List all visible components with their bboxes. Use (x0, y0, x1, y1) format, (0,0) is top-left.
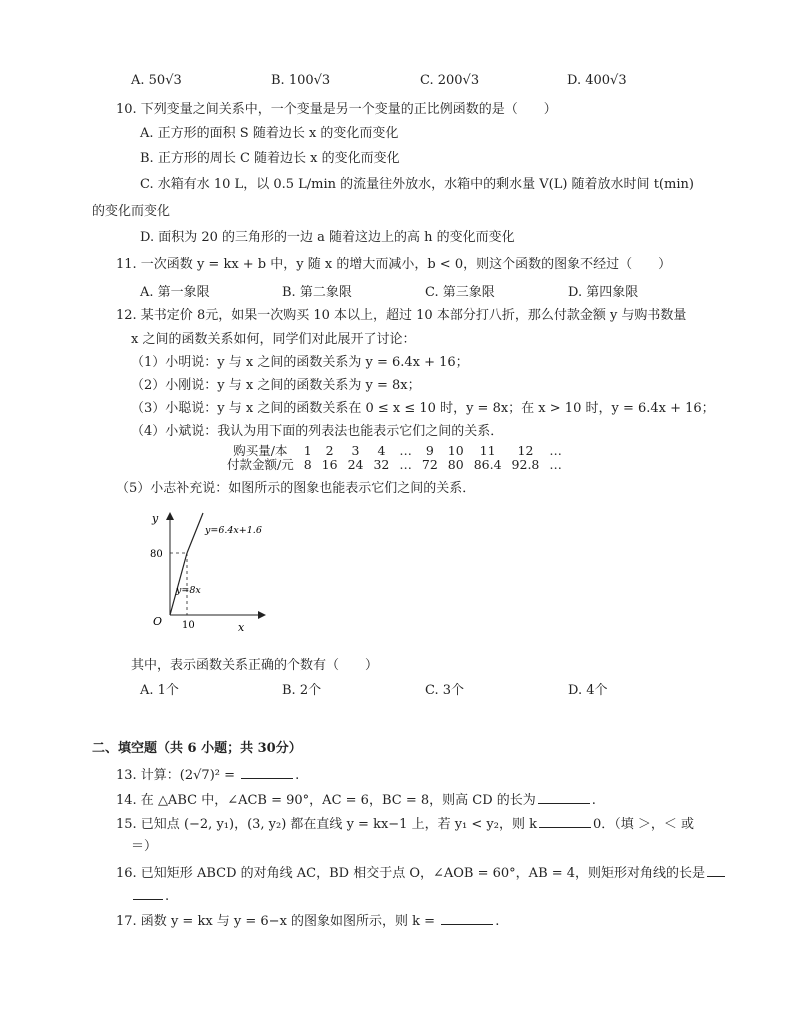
q13-end: . (295, 768, 300, 783)
q12-statement-1: （1）小明说：y 与 x 之间的函数关系为 y = 6.4x + 16； (131, 355, 469, 370)
origin-label: O (153, 615, 163, 628)
q13-text: 13. 计算：(2√7)² = (116, 768, 240, 783)
table-cell: … (399, 457, 412, 472)
q10-stem: 10. 下列变量之间关系中，一个变量是另一个变量的正比例函数的是（ ） (116, 102, 557, 117)
table-cell: 92.8 (511, 457, 540, 472)
table-cell: 8 (303, 457, 312, 472)
table-cell: … (549, 443, 562, 458)
q12-option-d: D. 4个 (568, 683, 608, 698)
lower-line-label: y=8x (176, 585, 201, 596)
q16-answer-blank-cont[interactable] (133, 887, 163, 900)
table-cell: 86.4 (473, 457, 502, 472)
table-cell: 24 (347, 457, 364, 472)
y-tick-80: 80 (150, 549, 163, 560)
q12-stem-line1: 12. 某书定价 8元，如果一次购买 10 本以上，超过 10 本部分打八折，那么付款金额 y 与购书数量 (116, 308, 687, 323)
q14-end: . (591, 793, 596, 808)
upper-line-label: y=6.4x+1.6 (205, 525, 262, 536)
q17-end: . (495, 914, 500, 929)
table-cell: 72 (421, 457, 438, 472)
table-cell: … (549, 457, 562, 472)
q11-option-b: B. 第二象限 (282, 285, 352, 300)
q12-stem-line2: x 之间的函数关系如何，同学们对此展开了讨论： (131, 332, 416, 347)
q16-line2 (131, 887, 169, 906)
table-cell: 4 (377, 443, 386, 458)
table-cell: 付款金额/元 (227, 457, 294, 472)
table-cell: 3 (351, 443, 360, 458)
q17 (116, 912, 499, 931)
q15-text: 15. 已知点 (−2, y₁)，(3, y₂) 都在直线 y = kx−1 上，若 y₁ < y₂，则 k (116, 817, 537, 832)
q12-statement-3: （3）小聪说：y 与 x 之间的函数关系在 0 ≤ x ≤ 10 时，y = 8x；在 x > 10 时，y = 6.4x + 16； (131, 401, 715, 416)
table-cell: 9 (425, 443, 434, 458)
q12-statement-5: （5）小志补充说：如图所示的图象也能表示它们之间的关系． (116, 481, 476, 496)
q15-answer-blank[interactable] (539, 815, 591, 828)
q14 (116, 791, 596, 810)
table-cell: 1 (303, 443, 312, 458)
table-cell: 32 (373, 457, 390, 472)
q14-answer-blank[interactable] (538, 791, 590, 804)
q14-text: 14. 在 △ABC 中，∠ACB = 90°，AC = 6，BC = 8，则高 CD 的长为 (116, 793, 536, 808)
q12-question: 其中，表示函数关系正确的个数有（ ） (131, 658, 379, 673)
line-y-6-4x (187, 513, 203, 553)
purchase-table (222, 444, 567, 472)
table-cell: 10 (447, 443, 464, 458)
q9-option-d: D. 400√3 (567, 73, 627, 88)
q15-end: 0．（填 ＞，＜ 或 (592, 817, 695, 832)
q9-option-b: B. 100√3 (271, 73, 331, 88)
q10-option-c-line1: C. 水箱有水 10 L，以 0.5 L/min 的流量往外放水，水箱中的剩水量 V(L) 随着放水时间 t(min) (140, 177, 694, 192)
line-y-8x (170, 553, 187, 615)
q15-line2: ＝） (131, 839, 158, 854)
q11-option-a: A. 第一象限 (140, 285, 210, 300)
q10-option-a: A. 正方形的面积 S 随着边长 x 的变化而变化 (140, 126, 399, 141)
q9-option-a: A. 50√3 (131, 73, 182, 88)
q10-option-b: B. 正方形的周长 C 随着边长 x 的变化而变化 (140, 151, 400, 166)
section2-title: 二、填空题（共 6 小题；共 30分） (92, 741, 302, 756)
q12-option-c: C. 3个 (425, 683, 465, 698)
q9-option-c: C. 200√3 (420, 73, 480, 88)
x-axis-label: x (238, 621, 245, 634)
q13-answer-blank[interactable] (241, 766, 293, 779)
q12-statement-2: （2）小刚说：y 与 x 之间的函数关系为 y = 8x； (131, 378, 421, 393)
q13 (116, 766, 299, 785)
q12-statement-4: （4）小斌说：我认为用下面的列表法也能表示它们之间的关系． (131, 424, 504, 439)
table-row (222, 458, 567, 472)
table-cell: 购买量/本 (233, 443, 288, 458)
q16-answer-blank[interactable] (707, 864, 725, 877)
table-cell: 2 (325, 443, 334, 458)
table-cell: 12 (517, 443, 534, 458)
q12-option-b: B. 2个 (282, 683, 322, 698)
function-graph (140, 505, 270, 635)
table-row (222, 444, 567, 458)
q11-option-d: D. 第四象限 (568, 285, 639, 300)
q15 (116, 815, 694, 834)
q11-stem: 11. 一次函数 y = kx + b 中，y 随 x 的增大而减小，b < 0，则这个函数的图象不经过（ ） (116, 257, 672, 272)
q10-option-c-line2: 的变化而变化 (92, 204, 171, 219)
table-cell: … (399, 443, 412, 458)
q17-text: 17. 函数 y = kx 与 y = 6−x 的图象如图所示，则 k = (116, 914, 440, 929)
q11-option-c: C. 第三象限 (425, 285, 495, 300)
q17-answer-blank[interactable] (441, 912, 493, 925)
q16-end: . (165, 889, 170, 904)
table-cell: 16 (321, 457, 338, 472)
x-tick-10: 10 (182, 620, 195, 631)
table-cell: 80 (447, 457, 464, 472)
table-cell: 11 (479, 443, 496, 458)
q16-text: 16. 已知矩形 ABCD 的对角线 AC，BD 相交于点 O，∠AOB = 60°，AB = 4，则矩形对角线的长是 (116, 866, 706, 881)
q16 (116, 864, 727, 883)
y-axis-label: y (152, 512, 159, 525)
q10-option-d: D. 面积为 20 的三角形的一边 a 随着这边上的高 h 的变化而变化 (140, 230, 515, 245)
q12-option-a: A. 1个 (140, 683, 179, 698)
